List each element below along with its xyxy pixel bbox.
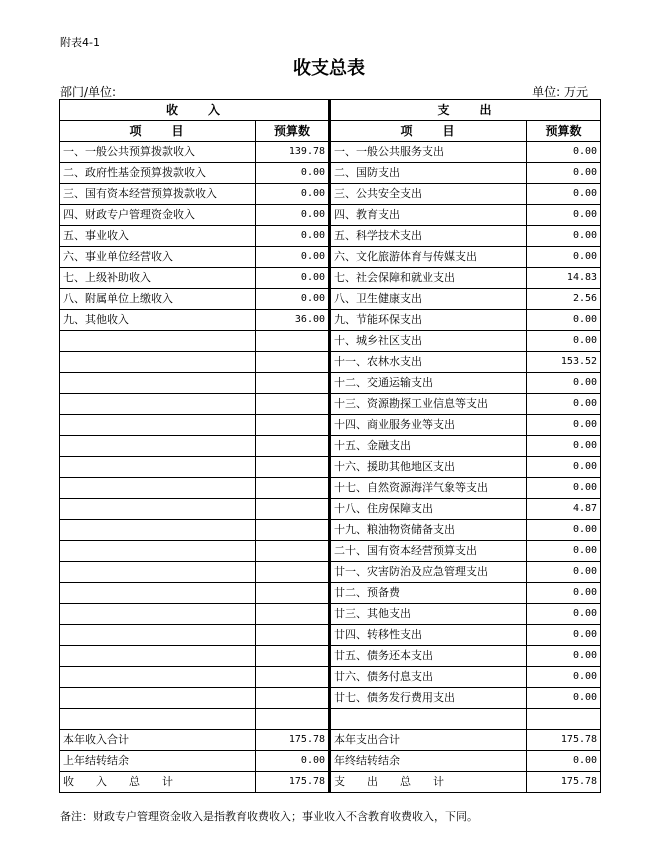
income-value xyxy=(256,646,330,667)
income-item: 二、政府性基金预算拨款收入 xyxy=(60,163,256,184)
table-row xyxy=(60,163,601,184)
income-header: 收 入 xyxy=(60,100,330,121)
income-value xyxy=(256,415,330,436)
income-item xyxy=(60,415,256,436)
income-value xyxy=(256,688,330,709)
expense-item: 九、节能环保支出 xyxy=(330,310,527,331)
expense-item-header: 项 目 xyxy=(330,121,527,142)
expense-item xyxy=(330,709,527,730)
table-row xyxy=(60,289,601,310)
income-item: 五、事业收入 xyxy=(60,226,256,247)
income-item xyxy=(60,373,256,394)
income-value: 0.00 xyxy=(256,751,330,772)
income-item xyxy=(60,331,256,352)
income-value xyxy=(256,394,330,415)
income-value: 0.00 xyxy=(256,205,330,226)
income-item: 四、财政专户管理资金收入 xyxy=(60,205,256,226)
expense-value: 0.00 xyxy=(527,415,601,436)
expense-value: 0.00 xyxy=(527,247,601,268)
table-row xyxy=(60,541,601,562)
table-row xyxy=(60,604,601,625)
table-row xyxy=(60,457,601,478)
table-row xyxy=(60,247,601,268)
income-item xyxy=(60,604,256,625)
expense-item: 十六、援助其他地区支出 xyxy=(330,457,527,478)
income-item xyxy=(60,457,256,478)
table-row xyxy=(60,184,601,205)
expense-item: 支 出 总 计 xyxy=(330,772,527,793)
expense-value: 0.00 xyxy=(527,625,601,646)
expense-item: 七、社会保障和就业支出 xyxy=(330,268,527,289)
expense-item: 年终结转结余 xyxy=(330,751,527,772)
income-item xyxy=(60,394,256,415)
expense-item: 十四、商业服务业等支出 xyxy=(330,415,527,436)
expense-value: 0.00 xyxy=(527,394,601,415)
expense-item: 六、文化旅游体育与传媒支出 xyxy=(330,247,527,268)
income-item: 八、附属单位上缴收入 xyxy=(60,289,256,310)
expense-value: 14.83 xyxy=(527,268,601,289)
table-row xyxy=(60,436,601,457)
expense-item: 十七、自然资源海洋气象等支出 xyxy=(330,478,527,499)
income-value: 36.00 xyxy=(256,310,330,331)
income-value xyxy=(256,478,330,499)
expense-value: 0.00 xyxy=(527,541,601,562)
expense-item: 廿七、债务发行费用支出 xyxy=(330,688,527,709)
income-value: 0.00 xyxy=(256,247,330,268)
income-value xyxy=(256,604,330,625)
income-item: 收 入 总 计 xyxy=(60,772,256,793)
expense-value: 0.00 xyxy=(527,604,601,625)
expense-value: 0.00 xyxy=(527,688,601,709)
table-row xyxy=(60,625,601,646)
income-value: 0.00 xyxy=(256,163,330,184)
footnote: 备注：财政专户管理资金收入是指教育收费收入；事业收入不含教育收费收入，下同。 xyxy=(60,810,478,823)
expense-item: 四、教育支出 xyxy=(330,205,527,226)
table-row xyxy=(60,646,601,667)
income-value xyxy=(256,499,330,520)
expense-value: 175.78 xyxy=(527,772,601,793)
expense-value: 0.00 xyxy=(527,520,601,541)
income-item: 六、事业单位经营收入 xyxy=(60,247,256,268)
income-item xyxy=(60,562,256,583)
income-item xyxy=(60,436,256,457)
income-value: 175.78 xyxy=(256,730,330,751)
expense-value: 153.52 xyxy=(527,352,601,373)
income-item xyxy=(60,583,256,604)
expense-item: 廿一、灾害防治及应急管理支出 xyxy=(330,562,527,583)
expense-value: 0.00 xyxy=(527,667,601,688)
expense-value: 0.00 xyxy=(527,310,601,331)
expense-value: 0.00 xyxy=(527,373,601,394)
column-header-row xyxy=(60,121,601,142)
income-item: 一、一般公共预算拨款收入 xyxy=(60,142,256,163)
income-item xyxy=(60,709,256,730)
expense-value: 0.00 xyxy=(527,205,601,226)
expense-item: 本年支出合计 xyxy=(330,730,527,751)
total-row xyxy=(60,751,601,772)
table-row xyxy=(60,331,601,352)
expense-item: 廿四、转移性支出 xyxy=(330,625,527,646)
expense-value: 0.00 xyxy=(527,478,601,499)
income-item xyxy=(60,667,256,688)
table-row xyxy=(60,688,601,709)
table-row xyxy=(60,709,601,730)
expense-item: 一、一般公共服务支出 xyxy=(330,142,527,163)
expense-value: 0.00 xyxy=(527,184,601,205)
expense-value: 4.87 xyxy=(527,499,601,520)
income-value xyxy=(256,667,330,688)
expense-item: 十、城乡社区支出 xyxy=(330,331,527,352)
expense-item: 八、卫生健康支出 xyxy=(330,289,527,310)
income-value xyxy=(256,331,330,352)
income-item xyxy=(60,688,256,709)
expense-value: 0.00 xyxy=(527,751,601,772)
total-row xyxy=(60,772,601,793)
expense-item: 廿六、债务付息支出 xyxy=(330,667,527,688)
income-value xyxy=(256,436,330,457)
expense-value: 0.00 xyxy=(527,331,601,352)
expense-item: 廿三、其他支出 xyxy=(330,604,527,625)
expense-value: 0.00 xyxy=(527,142,601,163)
table-row xyxy=(60,268,601,289)
table-row xyxy=(60,520,601,541)
income-value: 0.00 xyxy=(256,289,330,310)
expense-item: 廿二、预备费 xyxy=(330,583,527,604)
section-header-row xyxy=(60,100,601,121)
expense-value: 0.00 xyxy=(527,646,601,667)
expense-item: 十一、农林水支出 xyxy=(330,352,527,373)
income-budget-header: 预算数 xyxy=(256,121,330,142)
income-value xyxy=(256,625,330,646)
expense-item: 三、公共安全支出 xyxy=(330,184,527,205)
expense-item: 十五、金融支出 xyxy=(330,436,527,457)
department-label: 部门/单位: xyxy=(60,85,117,99)
table-row xyxy=(60,205,601,226)
unit-label: 单位: 万元 xyxy=(532,85,588,99)
income-item xyxy=(60,541,256,562)
expense-budget-header: 预算数 xyxy=(527,121,601,142)
expense-item: 五、科学技术支出 xyxy=(330,226,527,247)
expense-item: 十八、住房保障支出 xyxy=(330,499,527,520)
table-row xyxy=(60,373,601,394)
expense-item: 廿五、债务还本支出 xyxy=(330,646,527,667)
income-value xyxy=(256,709,330,730)
income-value xyxy=(256,373,330,394)
income-item: 七、上级补助收入 xyxy=(60,268,256,289)
income-value xyxy=(256,520,330,541)
table-row xyxy=(60,499,601,520)
expense-header: 支 出 xyxy=(330,100,601,121)
budget-summary-table xyxy=(59,99,601,793)
expense-value: 0.00 xyxy=(527,163,601,184)
page-title: 收支总表 xyxy=(293,58,365,79)
expense-value: 175.78 xyxy=(527,730,601,751)
income-item: 上年结转结余 xyxy=(60,751,256,772)
income-item xyxy=(60,478,256,499)
income-item: 九、其他收入 xyxy=(60,310,256,331)
table-row xyxy=(60,310,601,331)
expense-item: 二十、国有资本经营预算支出 xyxy=(330,541,527,562)
income-value: 0.00 xyxy=(256,268,330,289)
income-item xyxy=(60,352,256,373)
income-value: 0.00 xyxy=(256,226,330,247)
income-item xyxy=(60,499,256,520)
income-value xyxy=(256,583,330,604)
table-row xyxy=(60,583,601,604)
expense-value xyxy=(527,709,601,730)
income-item: 本年收入合计 xyxy=(60,730,256,751)
income-item xyxy=(60,520,256,541)
expense-value: 0.00 xyxy=(527,226,601,247)
table-row xyxy=(60,352,601,373)
income-value xyxy=(256,457,330,478)
income-value xyxy=(256,562,330,583)
expense-item: 二、国防支出 xyxy=(330,163,527,184)
expense-item: 十九、粮油物资储备支出 xyxy=(330,520,527,541)
expense-value: 2.56 xyxy=(527,289,601,310)
expense-item: 十三、资源勘探工业信息等支出 xyxy=(330,394,527,415)
table-row xyxy=(60,226,601,247)
expense-item: 十二、交通运输支出 xyxy=(330,373,527,394)
expense-value: 0.00 xyxy=(527,436,601,457)
expense-value: 0.00 xyxy=(527,457,601,478)
table-row xyxy=(60,562,601,583)
expense-value: 0.00 xyxy=(527,562,601,583)
income-value xyxy=(256,352,330,373)
expense-value: 0.00 xyxy=(527,583,601,604)
table-row xyxy=(60,394,601,415)
table-row xyxy=(60,142,601,163)
income-value: 0.00 xyxy=(256,184,330,205)
income-item xyxy=(60,625,256,646)
table-row xyxy=(60,478,601,499)
table-row xyxy=(60,415,601,436)
income-value: 139.78 xyxy=(256,142,330,163)
appendix-label: 附表4-1 xyxy=(60,36,100,49)
income-value xyxy=(256,541,330,562)
income-item-header: 项 目 xyxy=(60,121,256,142)
table-row xyxy=(60,667,601,688)
income-item: 三、国有资本经营预算拨款收入 xyxy=(60,184,256,205)
income-value: 175.78 xyxy=(256,772,330,793)
total-row xyxy=(60,730,601,751)
income-item xyxy=(60,646,256,667)
